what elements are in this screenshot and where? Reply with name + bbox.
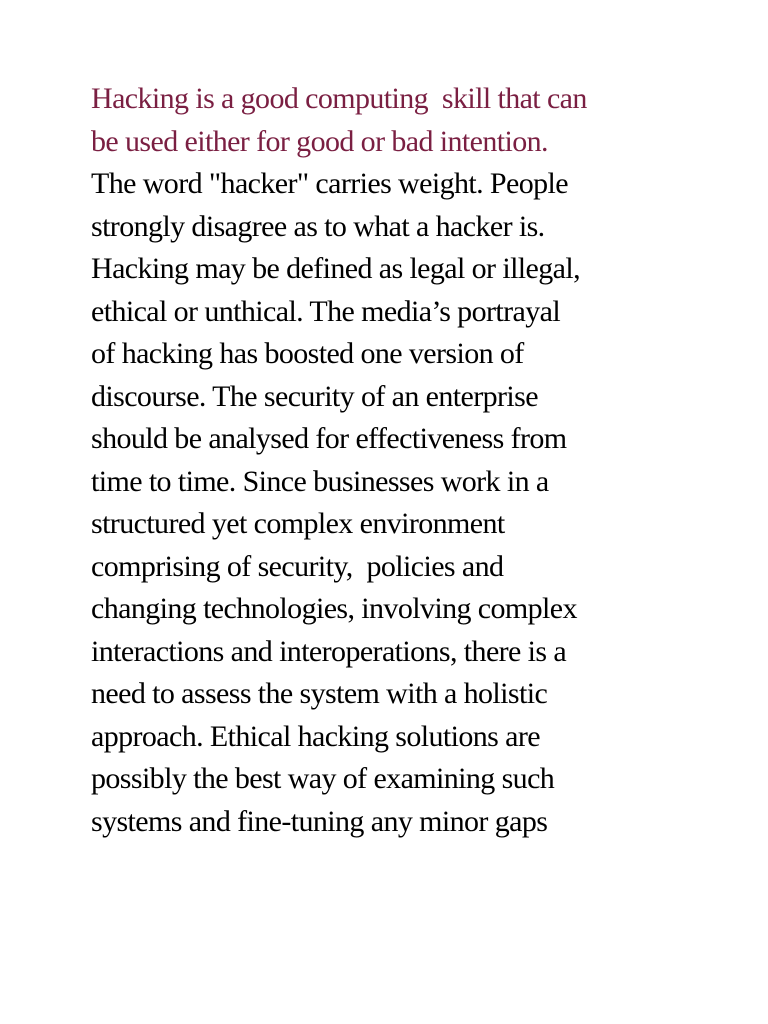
intro-paragraph <box>91 78 691 163</box>
body-line: need to assess the system with a holistic <box>91 677 548 710</box>
body-line: comprising of security, policies and <box>91 549 504 583</box>
body-line: approach. Ethical hacking solutions are <box>91 719 540 753</box>
body-line: of hacking has boosted one version of <box>91 337 524 370</box>
body-line: Hacking may be defined as legal or illegal, <box>91 252 581 285</box>
body-line: interactions and interoperations, there is a <box>91 634 567 668</box>
body-line: ethical or unthical. The media’s portrayal <box>91 294 561 328</box>
body-line: time to time. Since businesses work in a <box>91 464 549 498</box>
body-line: should be analysed for effectiveness from <box>91 422 567 455</box>
body-line: discourse. The security of an enterprise <box>91 379 538 413</box>
body-line: The word "hacker" carries weight. People <box>91 167 568 200</box>
body-line: systems and fine-tuning any minor gaps <box>91 804 548 838</box>
intro-line: be used either for good or bad intention. <box>91 124 548 158</box>
intro-line: Hacking is a good computing skill that can <box>91 82 587 115</box>
body-line: possibly the best way of examining such <box>91 762 555 795</box>
body-paragraph <box>91 163 691 843</box>
text-block <box>91 78 691 843</box>
body-line: changing technologies, involving complex <box>91 592 577 625</box>
body-line: structured yet complex environment <box>91 507 505 540</box>
body-line: strongly disagree as to what a hacker is. <box>91 209 545 243</box>
